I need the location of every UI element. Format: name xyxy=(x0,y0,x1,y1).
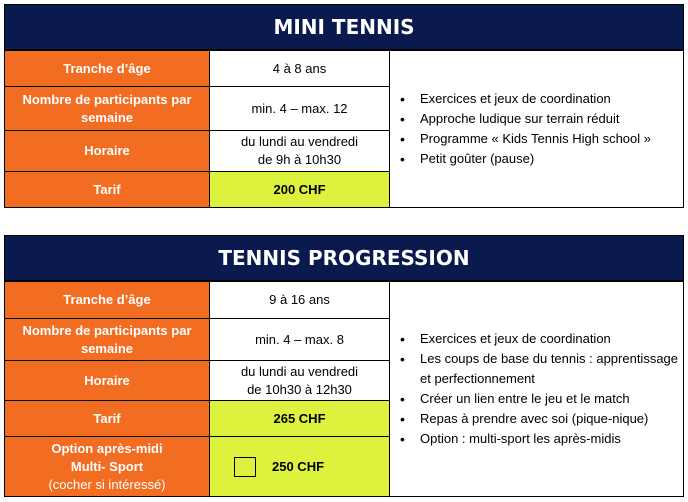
participants-value: min. 4 – max. 8 xyxy=(209,318,390,361)
list-item: • Option : multi-sport les après-midis xyxy=(420,429,683,449)
list-item: • Les coups de base du tennis : apprentissage et perfectionnement xyxy=(420,349,683,389)
option-price: 250 CHF xyxy=(272,458,325,474)
schedule-line-2: de 10h30 à 12h30 xyxy=(247,381,352,397)
option-value xyxy=(209,436,390,497)
schedule-value xyxy=(209,130,390,172)
age-value: 9 à 16 ans xyxy=(209,281,390,319)
list-item: • Exercices et jeux de coordination xyxy=(420,89,651,109)
tennis-progression-title: TENNIS PROGRESSION xyxy=(4,235,684,281)
tarif-label: Tarif xyxy=(4,171,210,208)
list-item: • Petit goûter (pause) xyxy=(420,149,651,169)
mini-tennis-features xyxy=(389,50,684,208)
list-item: • Programme « Kids Tennis High school » xyxy=(420,129,651,149)
option-line-1: Option après-midi xyxy=(51,440,163,456)
tarif-label: Tarif xyxy=(4,400,210,437)
list-item: • Créer un lien entre le jeu et le match xyxy=(420,389,683,409)
schedule-line-2: de 9h à 10h30 xyxy=(257,152,342,167)
age-value: 4 à 8 ans xyxy=(209,50,390,87)
feature-list xyxy=(390,89,651,169)
age-label: Tranche d’âge xyxy=(4,281,210,319)
mini-tennis-section xyxy=(4,4,684,208)
schedule-label: Horaire xyxy=(4,130,210,172)
age-label: Tranche d’âge xyxy=(4,50,210,87)
mini-tennis-title: MINI TENNIS xyxy=(4,4,684,50)
participants-label: Nombre de participants par semaine xyxy=(4,318,210,361)
progression-features xyxy=(389,281,684,497)
participants-label: Nombre de participants par semaine xyxy=(4,86,210,131)
feature-list xyxy=(390,329,683,449)
option-label xyxy=(4,436,210,497)
tarif-value: 265 CHF xyxy=(209,400,390,437)
multisport-checkbox[interactable] xyxy=(234,457,256,477)
list-item: • Repas à prendre avec soi (pique-nique) xyxy=(420,409,683,429)
list-item: • Exercices et jeux de coordination xyxy=(420,329,683,349)
schedule-line-1: du lundi au vendredi xyxy=(240,363,359,379)
option-note: (cocher si intéressé) xyxy=(48,476,166,492)
schedule-value xyxy=(209,360,390,401)
tarif-value: 200 CHF xyxy=(209,171,390,208)
option-line-2: Multi- Sport xyxy=(70,458,144,474)
participants-value: min. 4 – max. 12 xyxy=(209,86,390,131)
tennis-progression-section xyxy=(4,235,684,499)
schedule-label: Horaire xyxy=(4,360,210,401)
list-item: • Approche ludique sur terrain réduit xyxy=(420,109,651,129)
schedule-line-1: du lundi au vendredi xyxy=(240,134,359,149)
